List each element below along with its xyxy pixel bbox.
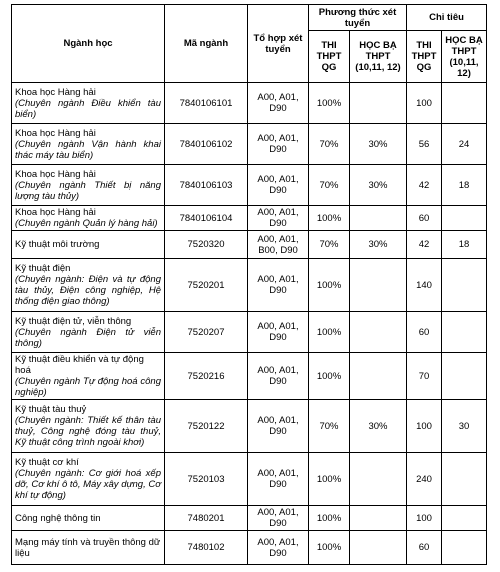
- table-header: [12, 5, 487, 83]
- method-hocba-cell: 30%: [350, 231, 407, 259]
- quota-hocba-cell: [442, 453, 487, 506]
- method-hocba-cell: 30%: [350, 400, 407, 453]
- quota-thpt-cell: 70: [407, 353, 442, 400]
- major-code: 7480201: [165, 506, 248, 531]
- method-thpt-cell: 100%: [309, 83, 350, 124]
- table-row: [12, 206, 487, 231]
- specialization: (Chuyên ngành Tự động hoá công nghiệp): [15, 376, 161, 398]
- major-cell: [12, 506, 165, 531]
- quota-hocba-cell: 18: [442, 231, 487, 259]
- combo-cell: A00, A01, D90: [248, 124, 309, 165]
- quota-hocba-cell: [442, 506, 487, 531]
- method-thpt-cell: 100%: [309, 531, 350, 565]
- major-name: Khoa học Hàng hải: [15, 86, 96, 98]
- table-row: [12, 400, 487, 453]
- major-name: Khoa học Hàng hải: [15, 207, 96, 218]
- admission-table: [11, 4, 487, 565]
- major-name: Kỹ thuật điện: [15, 263, 71, 274]
- specialization: (Chuyên ngành Quản lý hàng hải): [15, 218, 158, 229]
- quota-thpt-cell: 56: [407, 124, 442, 165]
- quota-hocba-cell: [442, 312, 487, 353]
- major-code: 7840106102: [165, 124, 248, 165]
- method-thpt-cell: 100%: [309, 353, 350, 400]
- major-name: Mạng máy tính và truyền thông dữ liệu: [15, 536, 161, 559]
- combo-cell: A00, A01, D90: [248, 400, 309, 453]
- major-cell: [12, 453, 165, 506]
- quota-thpt-cell: 100: [407, 506, 442, 531]
- combo-cell: A00, A01, D90: [248, 531, 309, 565]
- quota-thpt-cell: 100: [407, 400, 442, 453]
- method-hocba-cell: [350, 531, 407, 565]
- quota-thpt-cell: 60: [407, 531, 442, 565]
- major-cell: [12, 206, 165, 231]
- major-cell: [12, 400, 165, 453]
- method-thpt-cell: 100%: [309, 506, 350, 531]
- major-code: 7840106101: [165, 83, 248, 124]
- method-thpt-cell: 100%: [309, 259, 350, 312]
- major-name: Công nghệ thông tin: [15, 512, 101, 524]
- quota-thpt-cell: 100: [407, 83, 442, 124]
- major-code: 7480102: [165, 531, 248, 565]
- major-code: 7520207: [165, 312, 248, 353]
- major-cell: [12, 259, 165, 312]
- major-name: Kỹ thuật điện tử, viễn thông: [15, 315, 132, 327]
- quota-hocba-cell: [442, 531, 487, 565]
- quota-hocba-cell: [442, 83, 487, 124]
- major-name: Khoa học Hàng hải: [15, 168, 96, 180]
- quota-hocba-cell: [442, 353, 487, 400]
- header-quota: Chỉ tiêu: [407, 5, 487, 31]
- method-hocba-cell: [350, 453, 407, 506]
- table-row: [12, 259, 487, 312]
- combo-cell: A00, A01, D90: [248, 206, 309, 231]
- quota-thpt-cell: 42: [407, 165, 442, 206]
- header-major: Ngành học: [12, 5, 165, 83]
- combo-cell: A00, A01, B00, D90: [248, 231, 309, 259]
- combo-cell: A00, A01, D90: [248, 506, 309, 531]
- major-cell: [12, 353, 165, 400]
- major-cell: [12, 531, 165, 565]
- specialization: (Chuyên ngành: Điện và tự động tàu thủy, Điện công nghiệp, Hệ thống điện giao thông): [15, 274, 161, 307]
- quota-thpt-cell: 42: [407, 231, 442, 259]
- major-name: Kỹ thuật điều khiển và tự động hoá: [15, 354, 144, 376]
- header-method: Phương thức xét tuyển: [309, 5, 407, 31]
- method-thpt-cell: 70%: [309, 165, 350, 206]
- major-cell: [12, 231, 165, 259]
- table-row: [12, 453, 487, 506]
- method-thpt-cell: 70%: [309, 124, 350, 165]
- major-cell: [12, 124, 165, 165]
- table-row: [12, 312, 487, 353]
- major-code: 7520216: [165, 353, 248, 400]
- method-hocba-cell: [350, 259, 407, 312]
- method-thpt-cell: 100%: [309, 453, 350, 506]
- specialization: (Chuyên ngành: Thiết kế thân tàu thuỷ, Công nghệ đóng tàu thuỷ, Kỹ thuật công trình ngoài khơi): [15, 415, 161, 448]
- header-code: Mã ngành: [165, 5, 248, 83]
- specialization: (Chuyên ngành: Cơ giới hoá xếp dỡ, Cơ khí ô tô, Máy xây dựng, Cơ khí tự động): [15, 468, 161, 501]
- method-hocba-cell: 30%: [350, 124, 407, 165]
- major-name: Kỹ thuật môi trường: [15, 239, 100, 250]
- method-hocba-cell: 30%: [350, 165, 407, 206]
- method-thpt-cell: 70%: [309, 231, 350, 259]
- method-hocba-cell: [350, 353, 407, 400]
- combo-cell: A00, A01, D90: [248, 165, 309, 206]
- combo-cell: A00, A01, D90: [248, 353, 309, 400]
- table-body: [12, 83, 487, 565]
- method-hocba-cell: [350, 83, 407, 124]
- method-thpt-cell: 100%: [309, 312, 350, 353]
- quota-hocba-cell: 30: [442, 400, 487, 453]
- major-cell: [12, 83, 165, 124]
- table-row: [12, 231, 487, 259]
- major-code: 7520320: [165, 231, 248, 259]
- method-hocba-cell: [350, 312, 407, 353]
- major-cell: [12, 312, 165, 353]
- major-code: 7520201: [165, 259, 248, 312]
- specialization: (Chuyên ngành Thiết bị năng lượng tàu thủy): [15, 179, 161, 202]
- major-code: 7840106103: [165, 165, 248, 206]
- quota-hocba-cell: 24: [442, 124, 487, 165]
- method-hocba-cell: [350, 206, 407, 231]
- header-quota-hocba: HỌC BẠ THPT (10,11, 12): [442, 31, 487, 83]
- major-name: Kỹ thuật cơ khí: [15, 457, 79, 468]
- major-cell: [12, 165, 165, 206]
- header-combo: Tổ hợp xét tuyển: [248, 5, 309, 83]
- combo-cell: A00, A01, D90: [248, 259, 309, 312]
- specialization: (Chuyên ngành Điều khiển tàu biển): [15, 97, 161, 120]
- method-thpt-cell: 70%: [309, 400, 350, 453]
- specialization: (Chuyên ngành Vận hành khai thác máy tàu biển): [15, 138, 161, 161]
- table-row: [12, 124, 487, 165]
- quota-thpt-cell: 140: [407, 259, 442, 312]
- table-row: [12, 83, 487, 124]
- quota-thpt-cell: 240: [407, 453, 442, 506]
- table-row: [12, 165, 487, 206]
- major-code: 7840106104: [165, 206, 248, 231]
- header-method-hocba: HỌC BẠ THPT (10,11, 12): [350, 31, 407, 83]
- table-row: [12, 506, 487, 531]
- major-code: 7520103: [165, 453, 248, 506]
- quota-hocba-cell: [442, 259, 487, 312]
- method-thpt-cell: 100%: [309, 206, 350, 231]
- major-code: 7520122: [165, 400, 248, 453]
- specialization: (Chuyên ngành Điện tử viễn thông): [15, 326, 161, 349]
- quota-thpt-cell: 60: [407, 206, 442, 231]
- table-row: [12, 531, 487, 565]
- quota-hocba-cell: [442, 206, 487, 231]
- table-row: [12, 353, 487, 400]
- combo-cell: A00, A01, D90: [248, 453, 309, 506]
- header-method-thpt: THI THPT QG: [309, 31, 350, 83]
- combo-cell: A00, A01, D90: [248, 312, 309, 353]
- combo-cell: A00, A01, D90: [248, 83, 309, 124]
- major-name: Khoa học Hàng hải: [15, 127, 96, 139]
- quota-thpt-cell: 60: [407, 312, 442, 353]
- quota-hocba-cell: 18: [442, 165, 487, 206]
- header-quota-thpt: THI THPT QG: [407, 31, 442, 83]
- major-name: Kỹ thuật tàu thuỷ: [15, 404, 87, 415]
- method-hocba-cell: [350, 506, 407, 531]
